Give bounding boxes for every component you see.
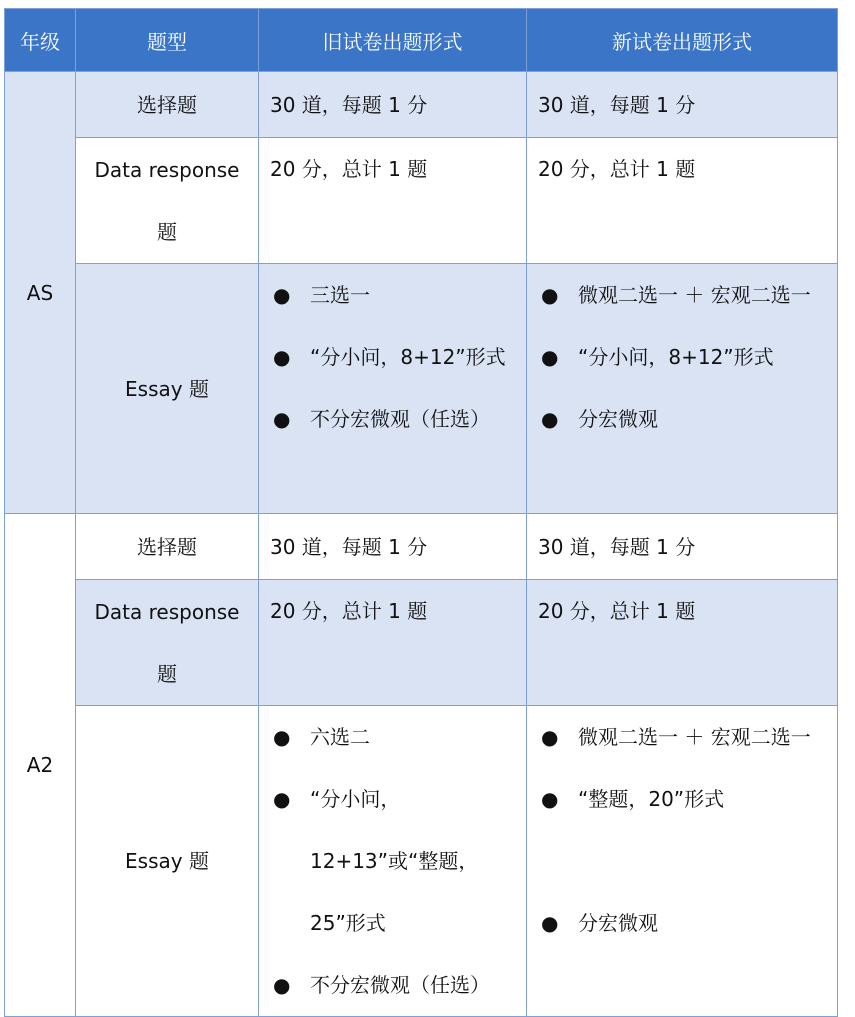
table-row: [5, 72, 838, 138]
table-row: [5, 580, 838, 706]
bullet-icon: ●: [541, 345, 559, 369]
list-item: ● 微观二选一 ＋ 宏观二选一: [538, 264, 837, 326]
bullet-icon: ●: [273, 787, 291, 811]
list-item: ● 分宏微观: [538, 388, 837, 450]
bullet-icon: ●: [541, 283, 559, 307]
bullet-icon: ●: [541, 911, 559, 935]
old-format-cell: 20 分，总计 1 题: [259, 138, 527, 264]
type-line: 题: [157, 661, 177, 686]
list-item: ● 六选二: [270, 706, 526, 768]
list-item: ● 微观二选一 ＋ 宏观二选一: [538, 706, 837, 768]
type-line: 题: [157, 219, 177, 244]
list-item: ● “分小问，8+12”形式: [538, 326, 837, 388]
list-item: ● 不分宏微观（任选）: [270, 954, 526, 1016]
old-format-cell: 30 道，每题 1 分: [259, 514, 527, 580]
header-new-format: 新试卷出题形式: [527, 9, 838, 72]
header-old-format: 旧试卷出题形式: [259, 9, 527, 72]
new-format-cell: 20 分，总计 1 题: [527, 580, 838, 706]
grade-a2: A2: [5, 514, 76, 1017]
grade-as: AS: [5, 72, 76, 514]
list-item: ● “分小问，12+13”或“整题，25”形式: [270, 768, 526, 954]
question-type: [76, 580, 259, 706]
list-item: ● 分宏微观: [538, 892, 837, 954]
bullet-list: [270, 264, 526, 450]
header-grade: 年级: [5, 9, 76, 72]
list-item: ● “分小问，8+12”形式: [270, 326, 526, 388]
list-item: ● “整题，20”形式: [538, 768, 837, 892]
bullet-icon: ●: [273, 345, 291, 369]
new-format-cell: 20 分，总计 1 题: [527, 138, 838, 264]
new-format-cell: 30 道，每题 1 分: [527, 514, 838, 580]
header-type: 题型: [76, 9, 259, 72]
old-format-cell: 30 道，每题 1 分: [259, 72, 527, 138]
question-type: 选择题: [76, 72, 259, 138]
new-format-cell: [527, 264, 838, 514]
bullet-icon: ●: [273, 725, 291, 749]
question-type: 选择题: [76, 514, 259, 580]
question-type: Essay 题: [76, 706, 259, 1017]
list-item: ● 三选一: [270, 264, 526, 326]
bullet-list: [538, 706, 837, 954]
table-row: [5, 514, 838, 580]
new-format-cell: [527, 706, 838, 1017]
question-type: Essay 题: [76, 264, 259, 514]
bullet-icon: ●: [273, 283, 291, 307]
bullet-list: [538, 264, 837, 450]
type-line: Data response: [94, 157, 240, 182]
bullet-icon: ●: [541, 407, 559, 431]
bullet-list: [270, 706, 526, 1016]
question-type: [76, 138, 259, 264]
bullet-icon: ●: [273, 973, 291, 997]
table-row: [5, 138, 838, 264]
type-line: Data response: [94, 599, 240, 624]
exam-format-table: [4, 8, 838, 1017]
table-row: [5, 706, 838, 1017]
bullet-icon: ●: [541, 787, 559, 811]
old-format-cell: [259, 706, 527, 1017]
header-row: [5, 9, 838, 72]
old-format-cell: [259, 264, 527, 514]
old-format-cell: 20 分，总计 1 题: [259, 580, 527, 706]
table-row: [5, 264, 838, 514]
new-format-cell: 30 道，每题 1 分: [527, 72, 838, 138]
list-item: ● 不分宏微观（任选）: [270, 388, 526, 450]
bullet-icon: ●: [541, 725, 559, 749]
bullet-icon: ●: [273, 407, 291, 431]
